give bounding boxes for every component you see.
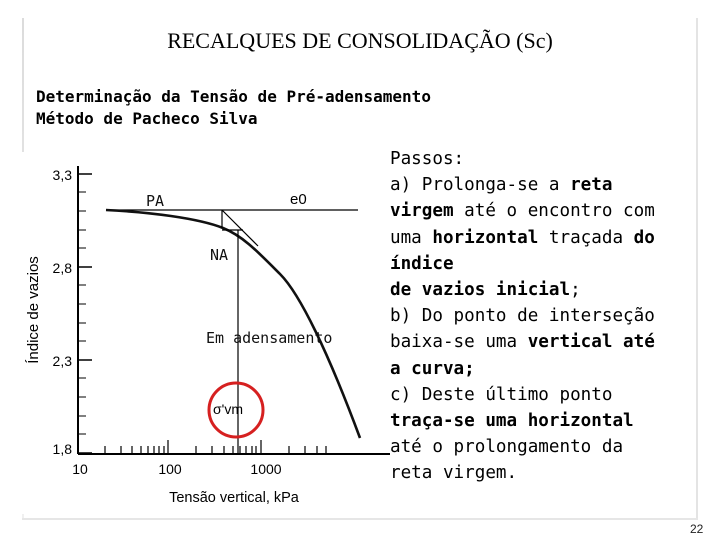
x-tick-label: 100	[158, 461, 182, 477]
consolidation-chart	[18, 152, 398, 514]
y-tick-label: 3,3	[52, 167, 72, 183]
y-minor-ticks	[78, 192, 86, 434]
step-c-line-4: reta virgem.	[390, 463, 518, 484]
step-a-line-3: uma horizontal traçada do	[390, 227, 655, 248]
y-tick-label: 2,8	[52, 260, 72, 276]
x-ticks	[78, 440, 326, 454]
y-tick-label: 1,8	[52, 441, 72, 457]
step-a-line-5: de vazios inicial;	[390, 280, 581, 301]
steps-heading: Passos:	[390, 149, 465, 169]
steps-text	[390, 146, 710, 487]
step-a-line-1: a) Prolonga-se a reta	[390, 175, 613, 196]
step-c-line-2: traça-se uma horizontal	[390, 411, 634, 432]
slide-title: RECALQUES DE CONSOLIDAÇÃO (Sc)	[167, 28, 553, 53]
pa-label: PA	[146, 192, 165, 210]
step-c-line-1: c) Deste último ponto	[390, 384, 613, 405]
x-tick-label: 10	[72, 461, 88, 477]
em-adensamento-label: Em adensamento	[206, 329, 333, 347]
e0-label: e0	[290, 191, 307, 208]
subtitle-line-2: Método de Pacheco Silva	[36, 109, 258, 128]
x-axis-title: Tensão vertical, kPa	[169, 490, 299, 506]
na-label: NA	[210, 246, 229, 264]
sigma-vm-label: σ'vm	[213, 401, 243, 417]
y-tick-label: 2,3	[52, 353, 72, 369]
subtitle-line-1: Determinação da Tensão de Pré-adensamento	[36, 87, 431, 106]
step-a-line-2: virgem até o encontro com	[390, 201, 655, 222]
slide-frame-bottom	[22, 518, 698, 520]
page-number: 22	[690, 522, 704, 536]
step-b-line-1: b) Do ponto de interseção	[390, 306, 655, 327]
virgin-line-extension	[222, 210, 258, 246]
slide-subtitle	[36, 86, 431, 130]
x-tick-label: 1000	[250, 461, 282, 477]
y-axis-title: Índice de vazios	[25, 256, 42, 364]
step-a-line-4: índice	[390, 253, 454, 274]
step-c-line-3: até o prolongamento da	[390, 437, 624, 458]
step-b-line-2: baixa-se uma vertical até	[390, 332, 655, 353]
step-b-line-3: a curva;	[390, 358, 475, 379]
